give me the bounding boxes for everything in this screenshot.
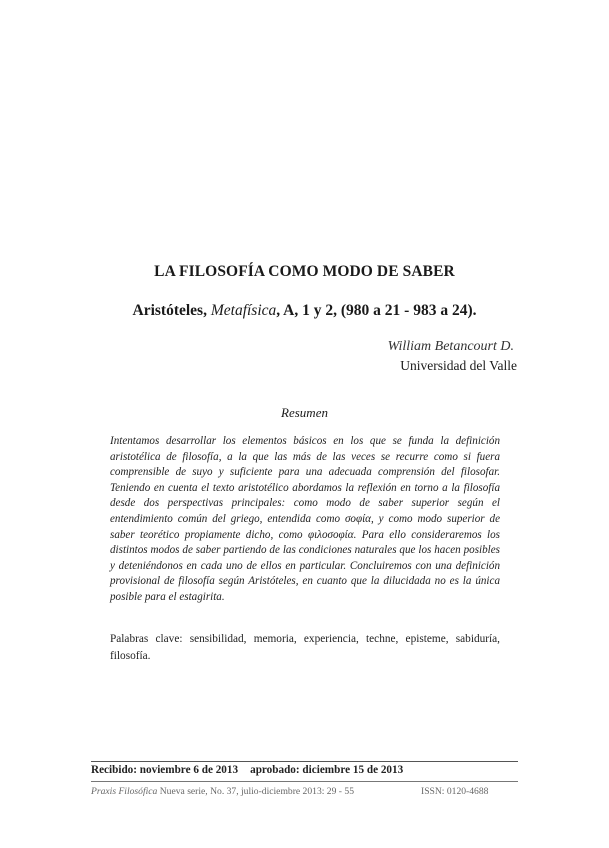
- publication-dates: [91, 764, 403, 776]
- footer-rule-top: [91, 761, 518, 762]
- approved-date: aprobado: diciembre 15 de 2013: [250, 764, 404, 776]
- keywords: Palabras clave: sensibilidad, memoria, experiencia, techne, episteme, sabiduría, filosofía.: [110, 633, 500, 662]
- abstract-heading: Resumen: [281, 405, 328, 420]
- article-subtitle: [0, 302, 609, 320]
- author-affiliation: Universidad del Valle: [400, 358, 517, 373]
- issn: ISSN: 0120-4688: [421, 786, 489, 797]
- journal-name: Praxis Filosófica: [91, 786, 158, 797]
- journal-citation: [91, 786, 354, 797]
- footer-rule-bottom: [91, 781, 518, 782]
- received-date: Recibido: noviembre 6 de 2013: [91, 764, 239, 776]
- article-title: LA FILOSOFÍA COMO MODO DE SABER: [154, 263, 455, 280]
- citation-details: Nueva serie, No. 37, julio-diciembre 2013: 29 - 55: [157, 786, 354, 797]
- subtitle-work: Metafísica: [210, 302, 277, 319]
- abstract-body: Intentamos desarrollar los elementos básicos en los que se funda la definición aristotélica de filosofía, a la que las más de las veces se recurre como si fuera comprensible de suyo y suficiente para una adecuada comprensión del filosofar. Teniendo en cuenta el texto aristotélico abordamos la reflexión en torno a la filosofía desde dos perspectivas principales: como modo de saber superior según el entendimiento común del griego, entendida como σοφία, y como modo superior de saber teorético propiamente dicho, como φιλοσοφία. Para ello consideraremos los distintos modos de saber partiendo de las condiciones naturales que los hacen posibles y deteniéndonos en cada uno de ellos en particular. Concluiremos con una definición provisional de filosofía según Aristóteles, en cuanto que la dilucidada no es la única posible para el estagirita.: [110, 435, 500, 603]
- subtitle-suffix: , A, 1 y 2, (980 a 21 - 983 a 24).: [276, 302, 477, 319]
- author-name: William Betancourt D.: [387, 339, 514, 354]
- subtitle-prefix: Aristóteles,: [132, 302, 211, 319]
